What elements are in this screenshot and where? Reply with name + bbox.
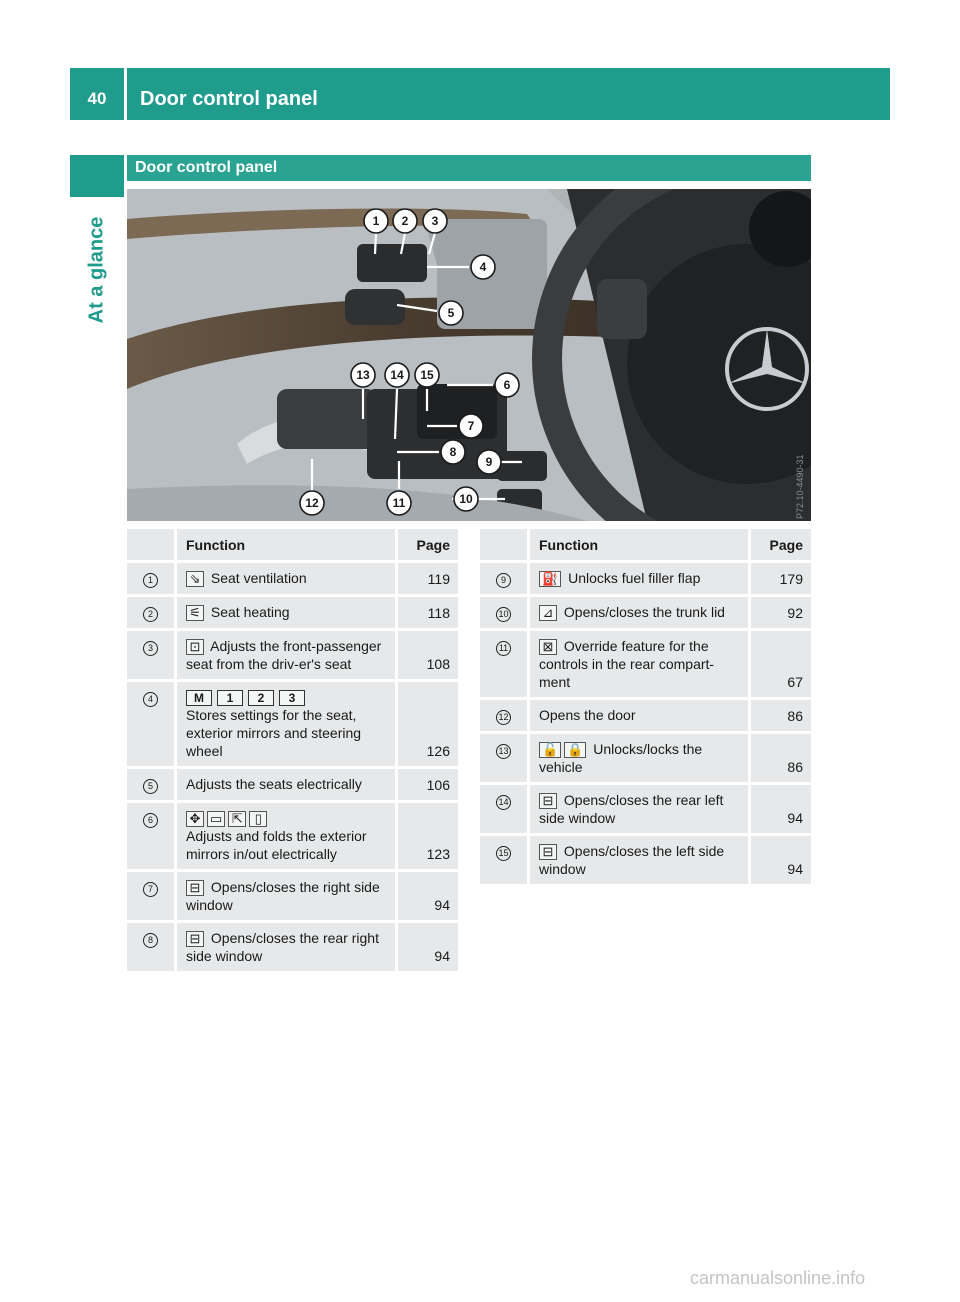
callout-number: 11 (496, 641, 511, 656)
function-text: Unlocks fuel filler flap (564, 570, 701, 586)
function-text: Opens/closes the left side window (539, 843, 725, 877)
function-text: Opens/closes the rear left side window (539, 792, 724, 826)
header-function: Function (530, 529, 751, 563)
table-row (127, 923, 458, 974)
row-number (480, 631, 530, 700)
page-reference: 126 (398, 682, 458, 769)
row-function (177, 872, 398, 923)
function-text: Seat ventilation (207, 570, 307, 586)
row-number (127, 803, 177, 872)
row-number (127, 923, 177, 974)
table-row (480, 597, 811, 631)
function-table-left (127, 529, 458, 974)
table-row (480, 734, 811, 785)
function-text: Opens/closes the right side window (186, 879, 380, 913)
svg-text:10: 10 (459, 492, 473, 506)
side-block (70, 155, 124, 197)
header-function: Function (177, 529, 398, 563)
lock-icon: 🔒 (564, 742, 586, 758)
page-reference: 119 (398, 563, 458, 597)
function-text: Opens/closes the rear right side window (186, 930, 379, 964)
row-function (177, 682, 398, 769)
table-row (127, 769, 458, 803)
function-text: Opens the door (539, 707, 636, 723)
page-reference: 94 (398, 923, 458, 974)
table-row (480, 836, 811, 887)
mirror-left-icon: ▭ (207, 811, 225, 827)
callout-14 (385, 363, 409, 387)
svg-text:11: 11 (392, 496, 406, 510)
callout-4 (471, 255, 495, 279)
function-table-right (480, 529, 811, 887)
row-function (177, 769, 398, 803)
row-function (177, 597, 398, 631)
function-text: Adjusts the seats electrically (186, 776, 362, 792)
side-tab (70, 205, 124, 335)
mirror-right-icon: ▯ (249, 811, 267, 827)
figure-code: P72.10-4490-31 (795, 454, 805, 519)
callout-6 (495, 373, 519, 397)
header-page: Page (751, 529, 811, 563)
page-reference: 86 (751, 734, 811, 785)
page-reference: 86 (751, 700, 811, 734)
callout-number: 5 (143, 779, 158, 794)
row-function (530, 563, 751, 597)
mirror-adjust-icon: ✥ (186, 811, 204, 827)
table-row (480, 563, 811, 597)
row-function (530, 836, 751, 887)
svg-text:9: 9 (485, 455, 493, 469)
function-text: Adjusts the front-passenger seat from the driv-er's seat (186, 638, 382, 672)
callout-5 (439, 301, 463, 325)
row-number (480, 563, 530, 597)
callout-number: 14 (496, 795, 511, 810)
svg-text:8: 8 (449, 445, 457, 459)
row-function (530, 700, 751, 734)
row-number (480, 836, 530, 887)
memory-key-icon: 3 (279, 690, 305, 706)
callout-number: 9 (496, 573, 511, 588)
row-number (127, 682, 177, 769)
window-icon: ⊟ (186, 880, 204, 896)
callout-12 (300, 491, 324, 515)
table-row (127, 597, 458, 631)
side-tab-label: At a glance (85, 216, 108, 324)
header-num (480, 529, 530, 563)
page-reference: 179 (751, 563, 811, 597)
svg-text:7: 7 (467, 419, 475, 433)
window-icon: ⊟ (539, 793, 557, 809)
row-function (177, 631, 398, 682)
function-text: Seat heating (207, 604, 290, 620)
callout-number: 2 (143, 607, 158, 622)
header-divider (124, 68, 127, 120)
callout-number: 1 (143, 573, 158, 588)
page-reference: 94 (398, 872, 458, 923)
header-num (127, 529, 177, 563)
seat-heat-icon: ⚟ (186, 605, 204, 621)
passenger-seat-icon: ⊡ (186, 639, 204, 655)
page-reference: 106 (398, 769, 458, 803)
callout-number: 8 (143, 933, 158, 948)
window-icon: ⊟ (186, 931, 204, 947)
header-title: Door control panel (140, 88, 318, 110)
page-reference: 94 (751, 836, 811, 887)
row-number (127, 872, 177, 923)
callout-3 (423, 209, 447, 233)
row-number (127, 563, 177, 597)
callout-13 (351, 363, 375, 387)
row-number (127, 631, 177, 682)
seat-vent-icon: ⇘ (186, 571, 204, 587)
row-function (177, 803, 398, 872)
table-row (480, 631, 811, 700)
svg-text:13: 13 (356, 368, 370, 382)
memory-key-icon: M (186, 690, 212, 706)
memory-key-icon: 1 (217, 690, 243, 706)
table-row (127, 682, 458, 769)
page-reference: 108 (398, 631, 458, 682)
page-number: 40 (87, 89, 107, 108)
callout-number: 7 (143, 882, 158, 897)
page-reference: 94 (751, 785, 811, 836)
svg-text:5: 5 (447, 306, 455, 320)
row-function (530, 597, 751, 631)
callout-number: 3 (143, 641, 158, 656)
door-panel-illustration (127, 189, 811, 521)
row-function (530, 631, 751, 700)
section-title: Door control panel (127, 155, 811, 181)
table-row (127, 631, 458, 682)
trunk-icon: ⊿ (539, 605, 557, 621)
page-reference: 123 (398, 803, 458, 872)
svg-text:2: 2 (401, 214, 409, 228)
callout-number: 13 (496, 744, 511, 759)
door-panel-figure (127, 189, 811, 521)
svg-text:12: 12 (305, 496, 319, 510)
row-number (480, 734, 530, 785)
row-function (530, 785, 751, 836)
function-text: Override feature for the controls in the rear compart-ment (539, 638, 715, 690)
override-icon: ⊠ (539, 639, 557, 655)
row-number (127, 769, 177, 803)
callout-number: 12 (496, 710, 511, 725)
row-function (177, 563, 398, 597)
table-row (127, 803, 458, 872)
memory-key-icon: 2 (248, 690, 274, 706)
function-text: Stores settings for the seat, exterior mirrors and steering wheel (186, 707, 362, 759)
row-number (480, 597, 530, 631)
callout-15 (415, 363, 439, 387)
mirror-fold-icon: ⇱ (228, 811, 246, 827)
svg-text:3: 3 (431, 214, 439, 228)
table-header-row (480, 529, 811, 563)
callout-number: 6 (143, 813, 158, 828)
svg-text:4: 4 (479, 260, 487, 274)
callout-number: 10 (496, 607, 511, 622)
function-text: Unlocks/locks the vehicle (539, 741, 703, 775)
page-reference: 67 (751, 631, 811, 700)
row-number (480, 700, 530, 734)
callout-8 (441, 440, 465, 464)
svg-text:1: 1 (372, 214, 380, 228)
callout-number: 15 (496, 846, 511, 861)
page-reference: 118 (398, 597, 458, 631)
table-row (127, 872, 458, 923)
svg-text:6: 6 (503, 378, 511, 392)
row-number (480, 785, 530, 836)
svg-text:14: 14 (390, 368, 404, 382)
unlock-icon: 🔓 (539, 742, 561, 758)
window-icon: ⊟ (539, 844, 557, 860)
table-row (127, 563, 458, 597)
row-function (177, 923, 398, 974)
table-row (480, 700, 811, 734)
table-row (480, 785, 811, 836)
page-reference: 92 (751, 597, 811, 631)
callout-2 (393, 209, 417, 233)
footer-watermark: carmanualsonline.info (690, 1268, 866, 1288)
callout-11 (387, 491, 411, 515)
callout-7 (459, 414, 483, 438)
callout-number: 4 (143, 692, 158, 707)
table-header-row (127, 529, 458, 563)
svg-text:15: 15 (420, 368, 434, 382)
function-text: Adjusts and folds the exterior mirrors in/out electrically (186, 828, 367, 862)
callout-1 (364, 209, 388, 233)
callout-9 (477, 450, 501, 474)
function-text: Opens/closes the trunk lid (560, 604, 725, 620)
fuel-flap-icon: ⛽ (539, 571, 561, 587)
row-function (530, 734, 751, 785)
header-page: Page (398, 529, 458, 563)
callout-10 (454, 487, 478, 511)
row-number (127, 597, 177, 631)
